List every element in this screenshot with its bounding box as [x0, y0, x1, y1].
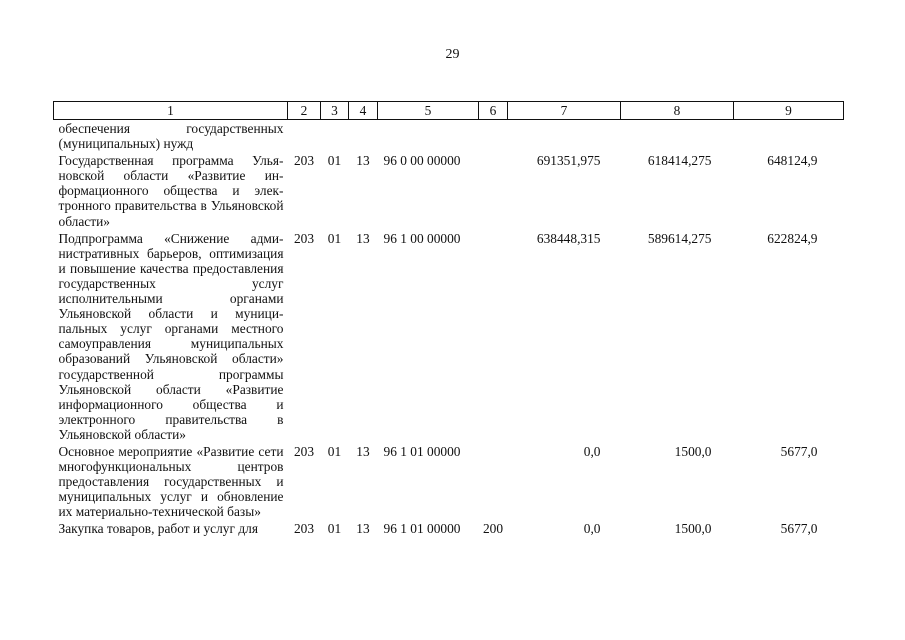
row-col-8: 589614,275	[647, 230, 712, 246]
row-col-2	[288, 120, 321, 153]
row-col-9	[734, 120, 844, 153]
row-name: Закупка товаров, работ и услуг для	[58, 521, 258, 537]
row-col-6	[479, 152, 508, 229]
header-col-1: 1	[54, 102, 288, 120]
row-col-3: 01	[327, 521, 342, 537]
page-number: 29	[445, 47, 460, 62]
header-col-8: 8	[621, 102, 734, 120]
row-col-2: 203	[293, 443, 315, 459]
row-col-7	[508, 120, 621, 153]
row-col-4: 13	[356, 153, 370, 169]
row-col-5: 96 1 01 00000	[383, 443, 461, 459]
row-col-6: 200	[482, 521, 504, 537]
table-row	[54, 520, 844, 537]
row-name: Основное мероприятие «Развитие сети многофункциональных центров предоставления государственных и муниципальных услуг и обновление их материально-технической базы»	[58, 443, 284, 520]
row-col-7: 691351,975	[536, 153, 601, 169]
row-col-7: 638448,315	[536, 230, 601, 246]
row-col-4: 13	[356, 443, 370, 459]
row-col-3	[321, 120, 349, 153]
row-col-7: 0,0	[583, 443, 601, 459]
header-row	[54, 102, 844, 120]
row-name: Подпрограмма «Снижение административных барьеров, оптимизация и повышение качества предоставления государственных услуг исполнительными органами Ульяновской области и муниципальных услуг органами местного самоуправления муниципальных образований Ульяновской области» государственной программы Ульяновской области «Развитие информационного общества и электронного правительства в Ульяновской области»	[58, 230, 284, 442]
row-col-9: 5677,0	[780, 443, 818, 459]
header-col-2: 2	[288, 102, 321, 120]
row-col-5: 96 1 00 00000	[383, 230, 461, 246]
header-col-5: 5	[378, 102, 479, 120]
table-row	[54, 120, 844, 153]
row-col-6	[479, 120, 508, 153]
row-col-5: 96 0 00 00000	[383, 153, 461, 169]
table-row	[54, 230, 844, 443]
row-col-3: 01	[327, 153, 342, 169]
row-name: Государственная программа Ульяновской области «Развитие информационного общества и электронного правительства в Ульяновской области»	[58, 153, 284, 229]
row-col-9: 622824,9	[767, 230, 818, 246]
budget-table	[53, 101, 844, 538]
row-col-9: 648124,9	[767, 153, 818, 169]
row-col-8: 1500,0	[674, 521, 712, 537]
row-col-3: 01	[327, 443, 342, 459]
row-col-8: 618414,275	[647, 153, 712, 169]
table-row	[54, 443, 844, 520]
row-col-8: 1500,0	[674, 443, 712, 459]
row-col-8	[621, 120, 734, 153]
row-col-2: 203	[293, 521, 315, 537]
row-col-2: 203	[293, 230, 315, 246]
row-col-6	[479, 443, 508, 520]
table-row	[54, 152, 844, 229]
header-col-9: 9	[734, 102, 844, 120]
row-col-9: 5677,0	[780, 521, 818, 537]
row-col-2: 203	[293, 153, 315, 169]
row-col-5: 96 1 01 00000	[383, 521, 461, 537]
row-col-7: 0,0	[583, 521, 601, 537]
row-name: обеспечения государственных (муниципальных) нужд	[58, 121, 284, 152]
header-col-4: 4	[349, 102, 378, 120]
row-col-6	[479, 230, 508, 443]
row-col-4: 13	[356, 521, 370, 537]
header-col-7: 7	[508, 102, 621, 120]
row-col-4: 13	[356, 230, 370, 246]
header-col-3: 3	[321, 102, 349, 120]
header-col-6: 6	[479, 102, 508, 120]
row-col-5	[378, 120, 479, 153]
row-col-3: 01	[327, 230, 342, 246]
row-col-4	[349, 120, 378, 153]
